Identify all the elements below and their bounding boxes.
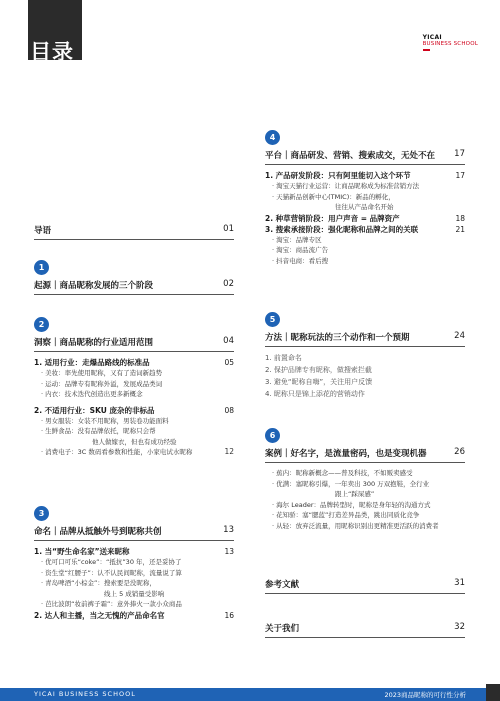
toc-item: · 男女服装：女装不用昵称，男装卷功能面料: [41, 416, 169, 425]
footer-bar: YICAI BUSINESS SCHOOL 2023商品昵称的可行性分析: [0, 688, 500, 701]
page-title: 目录: [30, 40, 74, 64]
toc-item-continued: 往往从产品命名开始: [335, 203, 394, 211]
toc-item: · 美妆：率先使用昵称，又有了造词新趋势: [41, 369, 163, 377]
toc-item: · 芭比波朗“妆前裤子霜”：意外捧火一款小众商品: [41, 600, 182, 608]
school-logo: YICAI BUSINESS SCHOOL: [423, 34, 478, 51]
toc-item: · 天猫新品创新中心(TMIC)：新品的孵化，: [272, 192, 395, 201]
section-number-badge: 3: [34, 506, 49, 521]
toc-section-1[interactable]: 1 起源｜商品昵称发展的三个阶段 02: [34, 260, 234, 295]
toc-item: · 抖音电商：看后搜: [272, 256, 329, 265]
toc-subsection: 2. 不适用行业：SKU 庞杂的非标品 08: [34, 405, 234, 415]
toc-item: 4. 昵称只是锦上添花的营销动作: [265, 390, 365, 398]
toc-item: 3. 避免“昵称自嗨”，关注用户反馈: [265, 378, 373, 386]
toc-item: · 优可口可乐“coke”：“抵抗”30 年，还是妥协了: [41, 558, 182, 566]
section-number-badge: 5: [265, 312, 280, 327]
toc-item: · 消费电子：3C 数码看参数和性能，小家电试水昵称 12: [41, 447, 234, 456]
toc-section-4[interactable]: 4 平台｜商品研发、营销、搜索成交，无处不在 17 1. 产品研发阶段：只有阿里能切入这个环节 17 · 淘宝天猫行业运营：让商品昵称成为标准营销方法 · 天猫新品创新中心(TMIC)：新品的孵化， 往往从产品命名开始 2. 种草营销阶段：用户声音 = 品牌资产 18 3. 搜索承接阶段：强化昵称和品牌之间的关联 21 · 淘宝：品牌专区 · 淘宝：商品流广告 · 抖音电商：看后搜: [265, 130, 465, 266]
toc-item: · 淘宝：品牌专区: [272, 235, 322, 244]
toc-section-3[interactable]: 3 命名｜品牌从抵触外号到昵称共创 13 1. 当“野生命名家”送来昵称 13 · 优可口可乐“coke”：“抵抗”30 年，还是妥协了 · 资生堂“红腰子”：认不认民间昵称，流量说了算 · 青岛啤酒“小棕金”：搜索要是没昵称， 线上 5 成销量受影响 · 芭比波朗“妆前裤子霜”：意外捧火一款小众商品 2. 达人和主播，当之无愧的产品命名官 16: [34, 506, 234, 621]
section-number-badge: 1: [34, 260, 49, 275]
section-number-badge: 4: [265, 130, 280, 145]
toc-item: · 内衣：技术迭代创造出更多新概念: [41, 390, 143, 398]
toc-subsection: 1. 适用行业：走爆品路线的标准品 05: [34, 358, 234, 367]
toc-section-5[interactable]: 5 方法｜昵称玩法的三个动作和一个预期 24 1. 前置命名 2. 保护品牌专有昵称，做搜索拦截 3. 避免“昵称自嗨”，关注用户反馈 4. 昵称只是锦上添花的营销动作: [265, 312, 465, 400]
toc-subsection: 1. 当“野生命名家”送来昵称 13: [34, 547, 234, 556]
toc-item: · 从轻：放弃泛流量，用昵称识别出更精准更活跃的消费者: [272, 521, 439, 530]
toc-subsection: 2. 达人和主播，当之无愧的产品命名官 16: [34, 610, 234, 620]
toc-item: · 青岛啤酒“小棕金”：搜索要是没昵称，: [41, 579, 156, 587]
toc-item: · 运动：品牌专有昵称外溢，发展成品类词: [41, 379, 163, 388]
toc-item: · 生鲜食品：没有品牌依托，昵称只会帮: [41, 427, 156, 435]
toc-item: · 淘宝：商品流广告: [272, 246, 329, 254]
toc-intro[interactable]: 导语 01: [34, 224, 234, 240]
toc-section-2[interactable]: 2 洞察｜商品昵称的行业适用范围 04 1. 适用行业：走爆品路线的标准品 05 · 美妆：率先使用昵称，又有了造词新趋势 · 运动：品牌专有昵称外溢，发展成品类词 · 内衣：技术迭代创造出更多新概念 2. 不适用行业：SKU 庞杂的非标品 08 · 男女服装：女装不用昵称，男装卷功能面料 · 生鲜食品：没有品牌依托，昵称只会帮 他人做嫁衣，但也有成功经验 · 消费电子：3C 数码看参数和性能，小家电试水昵称 12: [34, 317, 234, 458]
toc-section-6[interactable]: 6 案例｜好名字，是流量密码，也是变现机器 26 · 蕉内：昵称新概念——普及科技，不如贩卖感受 · 优满：塞昵称引爆，一年卖出 300 万双抱鞋，全行业 跟上“踩屎感” · 海尔 Leader：品牌转型时，昵称是身年轻的沟通方式 · 花知骄：塞“腮蓝”打造差异品类，跳出同质化竞争 · 从轻：放弃泛流量，用昵称识别出更精准更活跃的消费者: [265, 428, 465, 531]
toc-item: · 蕉内：昵称新概念——普及科技，不如贩卖感受: [272, 469, 413, 477]
toc-references[interactable]: 参考文献 31: [265, 578, 465, 594]
toc-item-continued: 线上 5 成销量受影响: [104, 589, 165, 598]
toc-about-us[interactable]: 关于我们 32: [265, 622, 465, 638]
footer-corner-block: [486, 684, 500, 701]
toc-item: · 资生堂“红腰子”：认不认民间昵称，流量说了算: [41, 568, 182, 577]
toc-item-continued: 他人做嫁衣，但也有成功经验: [92, 437, 177, 446]
toc-subsection: 2. 种草营销阶段：用户声音 = 品牌资产 18: [265, 213, 465, 223]
toc-item: 2. 保护品牌专有昵称，做搜索拦截: [265, 366, 372, 374]
section-number-badge: 2: [34, 317, 49, 332]
toc-subsection: 1. 产品研发阶段：只有阿里能切入这个环节 17: [265, 171, 465, 180]
toc-item: 1. 前置命名: [265, 354, 302, 362]
toc-item: · 淘宝天猫行业运营：让商品昵称成为标准营销方法: [272, 182, 420, 190]
toc-item: · 海尔 Leader：品牌转型时，昵称是身年轻的沟通方式: [272, 500, 431, 509]
toc-item-continued: 跟上“踩屎感”: [335, 490, 375, 498]
toc-subsection: 3. 搜索承接阶段：强化昵称和品牌之间的关联 21: [265, 224, 465, 234]
section-number-badge: 6: [265, 428, 280, 443]
toc-item: · 优满：塞昵称引爆，一年卖出 300 万双抱鞋，全行业: [272, 479, 430, 488]
toc-item: · 花知骄：塞“腮蓝”打造差异品类，跳出同质化竞争: [272, 511, 420, 519]
